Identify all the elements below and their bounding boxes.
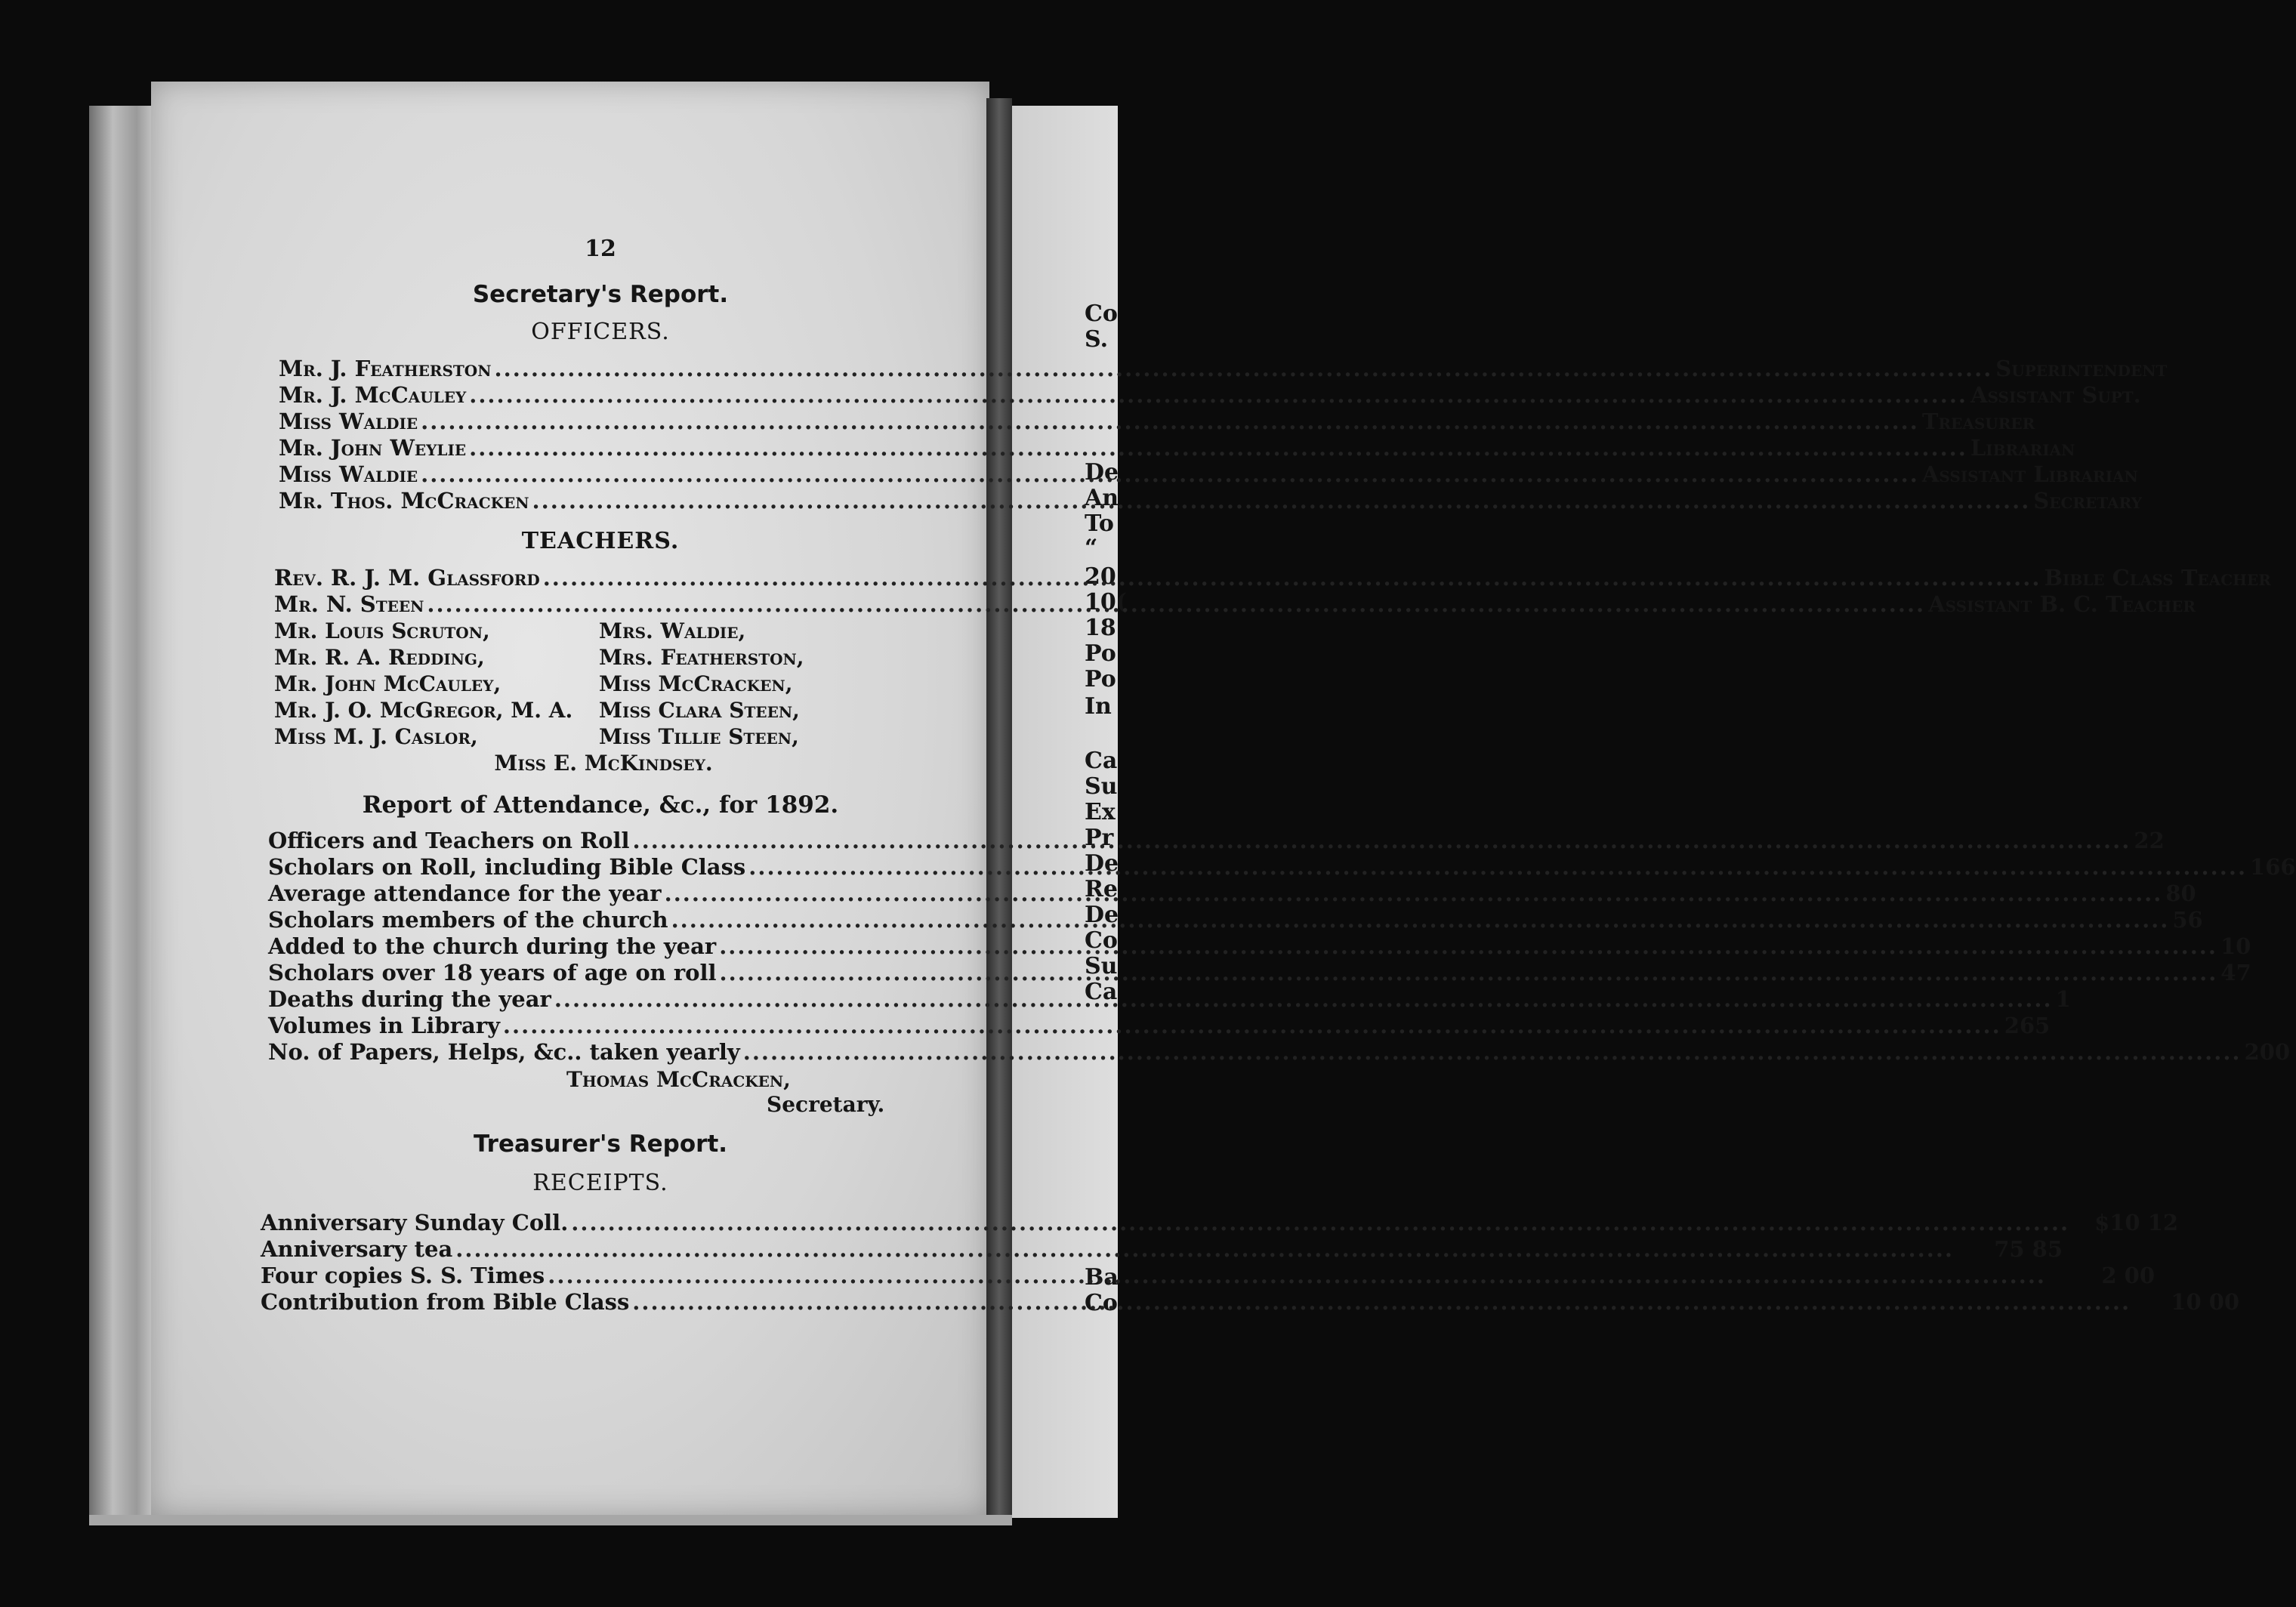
fragment: Co <box>1085 301 1118 327</box>
attendance-row: Average attendance for the year ..... 80 <box>268 881 925 907</box>
fragment: 20 <box>1085 563 1116 590</box>
fragment: An <box>1085 485 1119 511</box>
fragment: 10( <box>1085 589 1127 615</box>
fragment: In <box>1085 693 1112 720</box>
fragment: De <box>1085 902 1119 928</box>
attendance-row: Volumes in Library ..... 265 <box>268 1013 925 1039</box>
teacher-name: Mr. J. O. McGregor, M. A. <box>274 698 573 723</box>
teacher-name: Miss McCracken, <box>599 671 793 696</box>
fragment: De <box>1085 459 1119 486</box>
fragment: Ex <box>1085 799 1116 825</box>
teacher-name: Mr. John McCauley, <box>274 671 501 696</box>
receipt-row: Contribution from Bible Class ..... 10 00 <box>261 1289 933 1316</box>
officers-heading: OFFICERS. <box>531 319 670 345</box>
officer-row: Miss Waldie ..... Assistant Librarian <box>279 461 933 488</box>
page-bottom-edge <box>89 1515 1012 1525</box>
attendance-row: Scholars on Roll, including Bible Class ..... 166 <box>268 854 925 881</box>
attendance-row: Added to the church during the year ..... 10 <box>268 933 925 960</box>
teacher-name: Miss M. J. Caslor, <box>274 724 478 749</box>
attendance-row: Scholars members of the church ..... 56 <box>268 907 925 933</box>
fragment: To <box>1085 510 1114 537</box>
teachers-grid <box>274 618 933 750</box>
officer-row: Mr. J. McCauley ..... Assistant Supt. <box>279 382 933 409</box>
fragment: Ba <box>1085 1264 1119 1291</box>
fragment: Ca <box>1085 979 1118 1005</box>
teacher-row: Rev. R. J. M. Glassford ..... Bible Class Teacher <box>274 565 933 591</box>
officer-row: Mr. Thos. McCracken ..... Secretary <box>279 488 933 514</box>
fragment: De <box>1085 850 1119 877</box>
receipt-row: Four copies S. S. Times ..... 2 00 <box>261 1263 933 1289</box>
officer-row: Mr. John Weylie ..... Librarian <box>279 435 933 461</box>
teacher-name: Mr. R. A. Redding, <box>274 645 485 670</box>
left-book-edge <box>89 106 157 1525</box>
fragment: Re <box>1085 876 1119 902</box>
teacher-row: Mr. N. Steen ..... Assistant B. C. Teacher <box>274 591 933 618</box>
page-number: 12 <box>585 236 616 262</box>
teacher-name: Mrs. Featherston, <box>599 645 804 670</box>
teacher-name: Mr. Louis Scruton, <box>274 618 490 643</box>
receipts-heading: RECEIPTS. <box>532 1170 668 1196</box>
fragment: Po <box>1085 666 1116 692</box>
teacher-name: Miss Clara Steen, <box>599 698 800 723</box>
fragment: Ca <box>1085 748 1118 774</box>
officer-row: Miss Waldie ..... Treasurer <box>279 409 933 435</box>
attendance-row: No. of Papers, Helps, &c.. taken yearly ..... 200 <box>268 1039 925 1066</box>
teachers-heading: TEACHERS. <box>521 528 680 554</box>
teacher-name: Mrs. Waldie, <box>599 618 746 643</box>
fragment: 18 <box>1085 615 1116 641</box>
fragment: Su <box>1085 773 1118 800</box>
officer-row: Mr. J. Featherston ..... Superintendent <box>279 356 933 382</box>
attendance-row: Deaths during the year ..... 1 <box>268 986 925 1013</box>
signature-title: Secretary. <box>767 1092 885 1117</box>
attendance-row: Officers and Teachers on Roll ..... 22 <box>268 828 925 854</box>
fragment: Pr <box>1085 825 1114 851</box>
signature-name: Thomas McCracken, <box>566 1067 791 1092</box>
fragment: “ <box>1085 535 1098 561</box>
teacher-name: Miss Tillie Steen, <box>599 724 799 749</box>
officers-list <box>279 356 2168 514</box>
teacher-name-last: Miss E. McKindsey. <box>494 751 713 776</box>
treasurer-report-title: Treasurer's Report. <box>473 1130 728 1158</box>
fragment: S. <box>1085 326 1109 353</box>
attendance-title: Report of Attendance, &c., for 1892. <box>362 791 839 819</box>
fragment: Su <box>1085 953 1118 979</box>
receipt-row: Anniversary Sunday Coll. ..... $10 12 <box>261 1210 933 1236</box>
fragment: Po <box>1085 640 1116 667</box>
receipt-row: Anniversary tea ..... 75 85 <box>261 1236 933 1263</box>
attendance-row: Scholars over 18 years of age on roll ..... 47 <box>268 960 925 986</box>
fragment: Co <box>1085 927 1118 954</box>
fragment: Co <box>1085 1290 1118 1316</box>
secretary-report-title: Secretary's Report. <box>472 281 729 308</box>
